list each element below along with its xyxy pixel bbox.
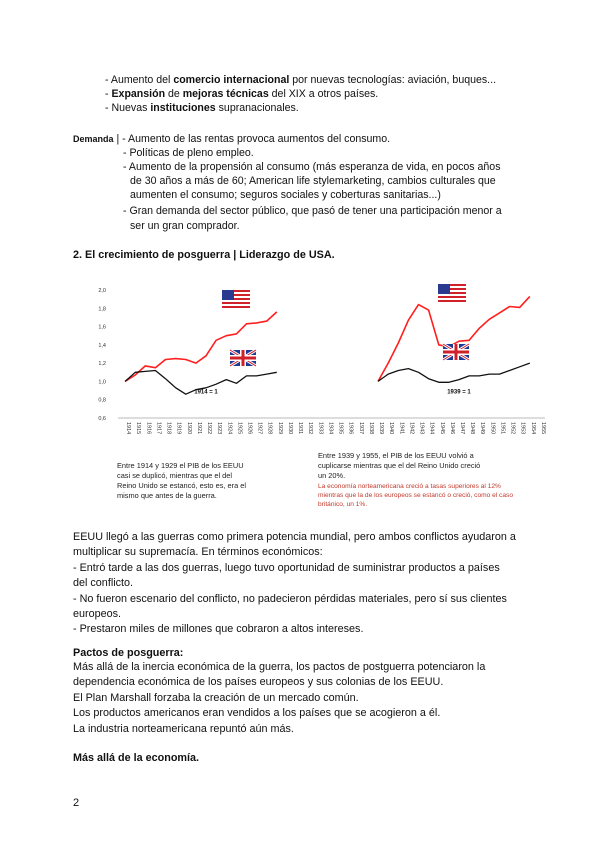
- base-year-label: 1914 = 1: [194, 389, 218, 396]
- x-tick-label: 1921: [195, 422, 202, 435]
- x-tick-label: 1953: [519, 422, 526, 435]
- x-tick-label: 1926: [246, 422, 253, 435]
- x-tick-label: 1949: [479, 422, 486, 435]
- paragraph-pactos: Más allá de la inercia económica de la guerra, los pactos de postguerra potenciaron la dependencia económica de los países europeos y sus colonias de los EEUU. El Plan Marshall forzaba la creación de un mercado común. Los productos americanos eran vendidos a los países que se acogieron a él. La industria norteamericana repuntó aún más.: [73, 661, 486, 735]
- page-number: 2: [73, 797, 80, 809]
- chart-caption-right: Entre 1939 y 1955, el PIB de los EEUU volvió a cuplicarse mientras que el del Reino Unido creció un 20%. La economía norteamericana creció a tasas superiores al 12% mientras que la de los europeos se estancó o creció, como el caso británico, un 1%.: [318, 451, 513, 508]
- uk-flag-icon: [230, 350, 256, 366]
- x-tick-label: 1925: [236, 422, 243, 435]
- x-tick-label: 1945: [438, 422, 445, 435]
- section-2-title: 2. El crecimiento de posguerra | Liderazgo de USA.: [73, 249, 335, 261]
- y-tick-label: 1,6: [98, 324, 106, 331]
- x-tick-label: 1928: [266, 422, 273, 435]
- x-tick-label: 1938: [367, 422, 374, 435]
- x-tick-label: 1955: [539, 422, 546, 435]
- x-tick-label: 1918: [165, 422, 172, 435]
- x-tick-label: 1919: [175, 422, 182, 435]
- x-tick-label: 1954: [529, 422, 536, 435]
- x-tick-label: 1916: [145, 422, 152, 435]
- x-tick-label: 1934: [327, 422, 334, 435]
- us-flag-icon: [438, 284, 466, 302]
- x-tick-label: 1917: [155, 422, 162, 435]
- series-line-reino-unido: [378, 363, 530, 382]
- x-tick-label: 1931: [297, 422, 304, 435]
- y-tick-label: 0,6: [98, 416, 106, 422]
- x-tick-label: 1914: [125, 422, 132, 435]
- y-tick-label: 2,0: [98, 288, 106, 294]
- y-tick-label: 1,0: [98, 379, 106, 386]
- x-tick-label: 1932: [307, 422, 314, 435]
- x-tick-label: 1950: [489, 422, 496, 435]
- demanda-label: Demanda | - Aumento de las rentas provoca aumentos del consumo.: [73, 133, 391, 145]
- x-tick-label: 1922: [206, 422, 213, 435]
- bullet-comercio: - Aumento del comercio internacional por nuevas tecnologías: aviación, buques...: [105, 74, 497, 86]
- pactos-title: Pactos de posguerra:: [73, 647, 184, 659]
- x-tick-label: 1933: [317, 422, 324, 435]
- paragraph-eeuu: EEUU llegó a las guerras como primera potencia mundial, pero ambos conflictos ayudaron a multiplicar su supremacía. En términos económicos: - Entró tarde a las dos guerras, luego tuvo oportunidad de suministrar productos a países del conflicto. - No fueron escenario del conflicto, no padecieron pérdidas materiales, pero sí sus clientes europeos. - Prestaron miles de millones que cobraron a altos intereses.: [73, 531, 516, 636]
- x-tick-label: 1927: [256, 422, 263, 435]
- x-tick-label: 1940: [388, 422, 395, 435]
- x-tick-label: 1947: [458, 422, 465, 435]
- x-tick-label: 1935: [337, 422, 344, 435]
- demanda-item: aumenten el consumo; seguros sociales y coberturas sanitarias...): [130, 189, 441, 201]
- bullet-instituciones: - Nuevas instituciones supranacionales.: [105, 102, 299, 114]
- demanda-item: ser un gran comprador.: [130, 220, 240, 232]
- x-tick-label: 1936: [347, 422, 354, 435]
- x-tick-label: 1944: [428, 422, 435, 435]
- x-tick-label: 1946: [448, 422, 455, 435]
- y-tick-label: 0,8: [98, 397, 106, 404]
- x-tick-label: 1920: [185, 422, 192, 435]
- y-tick-label: 1,8: [98, 306, 106, 313]
- uk-flag-icon: [443, 344, 469, 360]
- x-tick-label: 1923: [216, 422, 223, 435]
- us-flag-icon: [222, 290, 250, 308]
- x-tick-label: 1942: [408, 422, 415, 435]
- bullet-expansion: - Expansión de mejoras técnicas del XIX a otros países.: [105, 88, 379, 100]
- demanda-item: - Aumento de las rentas provoca aumentos del consumo.: [122, 133, 391, 145]
- x-tick-label: 1943: [418, 422, 425, 435]
- x-tick-label: 1937: [357, 422, 364, 435]
- y-tick-label: 1,4: [98, 342, 106, 349]
- mas-alla-title: Más allá de la economía.: [73, 752, 200, 764]
- y-tick-label: 1,2: [98, 361, 106, 368]
- x-tick-label: 1930: [286, 422, 293, 435]
- x-tick-label: 1948: [469, 422, 476, 435]
- chart-caption-left: Entre 1914 y 1929 el PIB de los EEUU casi se duplicó, mientras que el del Reino Unido se estancó, esto es, era el mismo que antes de la guerra.: [117, 461, 247, 500]
- x-tick-label: 1924: [226, 422, 233, 435]
- demanda-item: - Gran demanda del sector público, que pasó de tener una participación menor a: [123, 205, 502, 217]
- base-year-label: 1939 = 1: [447, 389, 471, 396]
- demanda-item: - Políticas de pleno empleo.: [123, 147, 254, 159]
- x-tick-label: 1941: [398, 422, 405, 435]
- x-tick-label: 1929: [276, 422, 283, 435]
- x-tick-label: 1939: [378, 422, 385, 435]
- x-tick-label: 1951: [499, 422, 506, 435]
- x-tick-label: 1915: [135, 422, 142, 435]
- x-tick-label: 1952: [509, 422, 516, 435]
- series-line-eeuu: [378, 296, 530, 381]
- demanda-item: de 30 años a más de 60; American life stylemarketing, cambios culturales que: [130, 175, 496, 187]
- demanda-item: - Aumento de la propensión al consumo (más esperanza de vida, en pocos años: [123, 161, 501, 173]
